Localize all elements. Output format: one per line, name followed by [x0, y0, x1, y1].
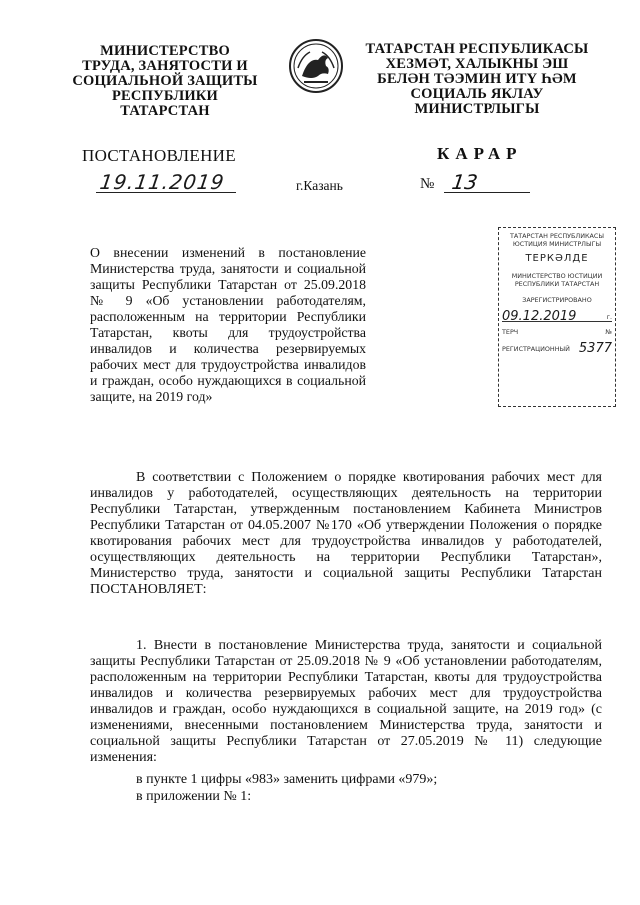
stamp-no: №: [605, 328, 612, 336]
stamp-reg-label: РЕГИСТРАЦИОННЫЙ: [502, 345, 570, 353]
ministry-name-ru-line: СОЦИАЛЬНОЙ ЗАЩИТЫ: [72, 73, 258, 89]
stamp-line: РЕСПУБЛИКИ ТАТАРСТАН: [514, 280, 600, 288]
stamp-line: ЮСТИЦИЯ МИНИСТРЛЫГЫ: [512, 240, 602, 248]
ministry-name-ru-line: ТАТАРСТАН: [120, 103, 210, 119]
tatarstan-emblem-icon: [288, 38, 344, 94]
clause-1-item-2: в приложении № 1:: [136, 789, 252, 804]
doc-date: [100, 170, 230, 192]
stamp-line: МИНИСТЕРСТВО ЮСТИЦИИ: [511, 272, 603, 280]
ministry-name-tt-line: БЕЛӘН ТӘЭМИН ИТҮ ҺӘМ: [377, 71, 577, 87]
preamble: [90, 470, 602, 598]
doc-number-value: 13: [450, 170, 480, 194]
ministry-name-ru-line: РЕСПУБЛИКИ: [111, 88, 219, 104]
stamp-terch-row: [502, 328, 612, 336]
number-underline: [444, 192, 530, 193]
ministry-name-ru-line: ТРУДА, ЗАНЯТОСТИ И: [82, 58, 248, 74]
doc-number-sign: №: [420, 176, 435, 192]
registration-stamp: [498, 227, 616, 407]
doc-subject: О внесении изменений в постановление Министерства труда, занятости и социальной защиты Республики Татарстан от 25.09.2018 № 9 «Об установлении работодателям, расположенным на территории Республики Татарстан, квоты для трудоустройства инвалидов и количества резервируемых рабочих мест для трудоустройства инвалидов и граждан, особо нуждающихся в социальной защите, на 2019 год»: [90, 245, 366, 404]
preamble-paragraph: В соответствии с Положением о порядке квотирования рабочих мест для инвалидов у работодателей, осуществляющих деятельность на территории Республики Татарстан, утвержденным постановлением Кабинета Министров Республики Татарстан от 04.05.2007 №170 «Об утверждении Положения о порядке квотирования рабочих мест для трудоустройства инвалидов у работодателей, осуществляющих деятельность на территории Республики Татарстан», Министерство труда, занятости и социальной защиты Республики Татарстан ПОСТАНОВЛЯЕТ:: [90, 470, 602, 597]
stamp-line: ТАТАРСТАН РЕСПУБЛИКАСЫ: [509, 232, 604, 240]
doc-title-tt: КАРАР: [437, 144, 523, 163]
stamp-registered-label: ЗАРЕГИСТРИРОВАНО: [522, 296, 592, 304]
clause-1: [90, 638, 602, 766]
date-underline: [96, 192, 236, 193]
ministry-name-tt-line: СОЦИАЛЬ ЯКЛАУ: [410, 86, 544, 102]
doc-title-ru: ПОСТАНОВЛЕНИЕ: [82, 146, 236, 165]
stamp-terch: ТЕРЧ: [502, 328, 519, 336]
ministry-name-tt: [357, 42, 597, 117]
clause-1-paragraph: 1. Внести в постановление Министерства труда, занятости и социальной защиты Республики Татарстан от 25.09.2018 № 9 «Об установлении работодателям, расположенным на территории Республики Татарстан, квоты для трудоустройства инвалидов и количества резервируемых рабочих мест для трудоустройства инвалидов и граждан, особо нуждающихся в социальной защите, на 2019 год» (с изменениями, внесенными постановлением Министерства труда, занятости и социальной защиты Республики Татарстан от 27.05.2019 № 11) следующие изменения:: [90, 638, 602, 765]
stamp-date: 09.12.2019: [502, 309, 577, 324]
stamp-reg-number: 5377: [578, 341, 612, 356]
ministry-name-tt-line: МИНИСТРЛЫГЫ: [414, 101, 540, 117]
ministry-name-tt-line: ТАТАРСТАН РЕСПУБЛИКАСЫ: [365, 41, 589, 57]
ministry-name-ru: [70, 44, 260, 119]
stamp-reg-row: [502, 341, 612, 356]
doc-number: [444, 170, 530, 192]
stamp-registered-tt: ТЕРКӘЛДЕ: [525, 253, 589, 264]
ministry-name-tt-line: ХЕЗМӘТ, ХАЛЫКНЫ ЭШ: [385, 56, 569, 72]
clause-1-item-1: в пункте 1 цифры «983» заменить цифрами «979»;: [136, 772, 438, 787]
doc-city: г.Казань: [296, 178, 343, 193]
ministry-name-ru-line: МИНИСТЕРСТВО: [100, 43, 230, 59]
doc-date-value: 19.11.2019: [98, 170, 227, 194]
stamp-date-suffix: г.: [606, 313, 612, 321]
stamp-date-line: [502, 306, 612, 322]
